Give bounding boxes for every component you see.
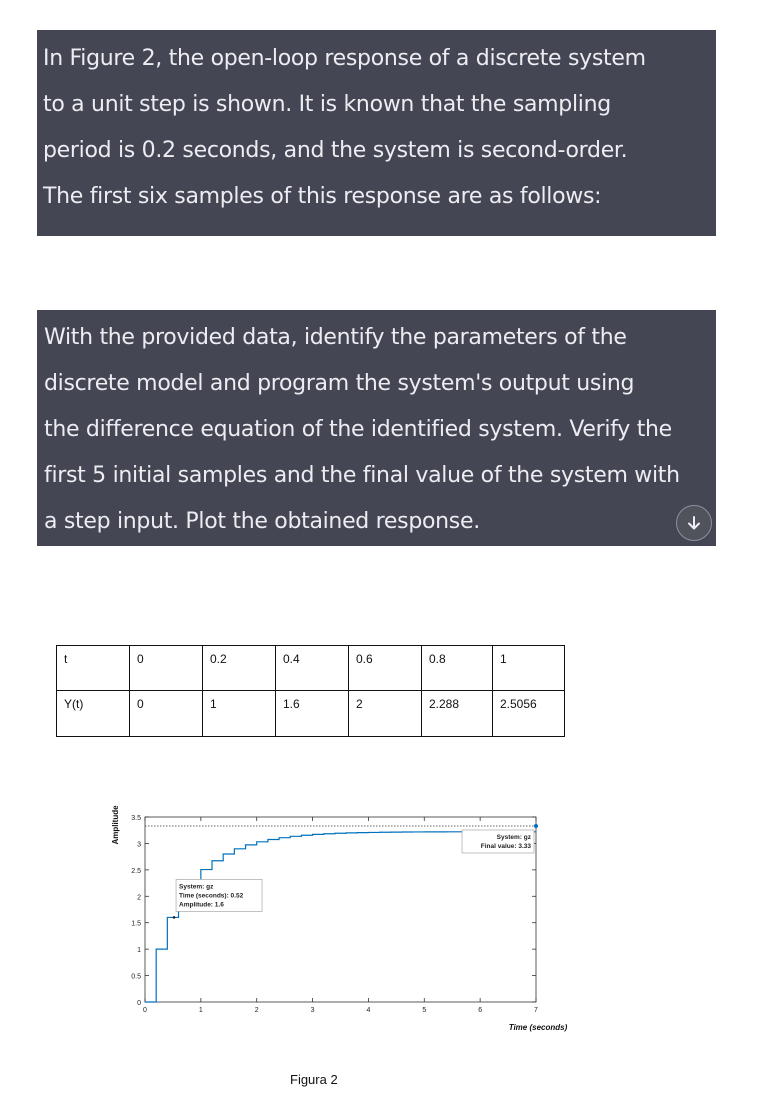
table-row-y	[57, 691, 565, 737]
y-tick-label: 2	[137, 894, 141, 902]
arrow-down-icon	[686, 515, 702, 531]
row-header: t	[57, 646, 130, 691]
message-1	[37, 30, 716, 236]
x-tick-label: 4	[366, 1007, 371, 1014]
table-cell: 2	[349, 691, 422, 737]
x-tick-label: 5	[422, 1007, 427, 1014]
samples-table	[56, 645, 565, 737]
table-cell: 0.6	[349, 646, 422, 691]
y-axis-label: Amplitude	[111, 805, 120, 845]
annotation-text: Amplitude: 1.6	[179, 901, 224, 909]
table-cell: 0	[130, 691, 203, 737]
table-row-t	[57, 646, 565, 691]
x-axis-label: Time (seconds)	[508, 1023, 568, 1032]
message-2-text: With the provided data, identify the parameters of the discrete model and program the system's output using the difference equation of the identified system. Verify the first 5 initial samples and the final value of the system with a step input. Plot the obtained response.	[44, 325, 680, 534]
y-tick-label: 1	[137, 947, 141, 955]
x-tick-label: 3	[310, 1007, 315, 1014]
annotation-point	[173, 916, 176, 919]
y-tick-label: 0	[137, 1000, 141, 1007]
y-tick-label: 3	[137, 841, 141, 849]
table-cell: 2.5056	[493, 691, 565, 737]
x-tick-label: 0	[143, 1007, 147, 1014]
table-cell: 0.8	[422, 646, 493, 691]
x-tick-label: 1	[198, 1007, 203, 1014]
scroll-down-button[interactable]	[676, 505, 712, 541]
x-tick-label: 2	[254, 1007, 259, 1014]
annotation-text: Time (seconds): 0.52	[179, 892, 244, 900]
annotation-text: System: gz	[496, 833, 531, 841]
table-cell: 0.4	[276, 646, 349, 691]
y-tick-label: 3.5	[131, 815, 141, 822]
final-value-marker	[534, 824, 538, 828]
message-2	[37, 310, 716, 546]
table-cell: 1	[493, 646, 565, 691]
message-1-text: In Figure 2, the open-loop response of a discrete system to a unit step is shown. It is known that the sampling period is 0.2 seconds, and the system is second-order. The first six samples of this response are as follows:	[43, 46, 646, 209]
x-tick-label: 6	[478, 1007, 483, 1014]
step-response-chart	[100, 782, 590, 1042]
y-tick-label: 2.5	[131, 867, 141, 875]
table-cell: 1	[203, 691, 276, 737]
table-cell: 0	[130, 646, 203, 691]
annotation-text: Final value: 3.33	[480, 842, 531, 850]
row-header: Y(t)	[57, 691, 130, 737]
figure-caption: Figura 2	[290, 1072, 338, 1087]
table-cell: 2.288	[422, 691, 493, 737]
table-cell: 1.6	[276, 691, 349, 737]
y-tick-label: 0.5	[131, 973, 141, 981]
y-tick-label: 1.5	[131, 920, 141, 928]
annotation-text: System: gz	[179, 883, 214, 891]
table-cell: 0.2	[203, 646, 276, 691]
x-tick-label: 7	[534, 1007, 538, 1014]
